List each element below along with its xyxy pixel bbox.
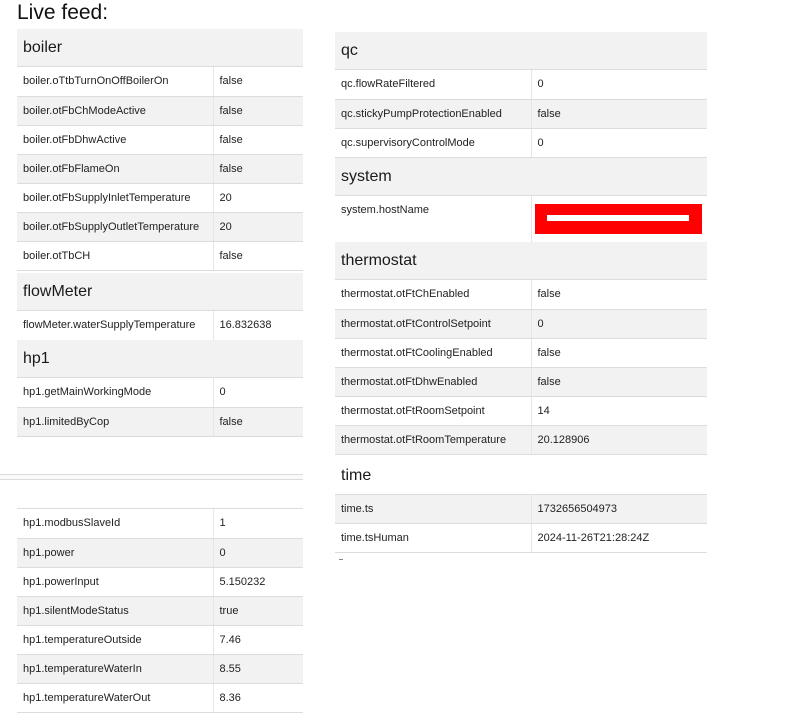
table-row [335,309,707,338]
row-key: qc.flowRateFiltered [335,70,531,99]
table-row [17,241,303,270]
row-value: false [531,338,707,367]
table-row [17,125,303,154]
row-key: thermostat.otFtDhwEnabled [335,367,531,396]
hp1-table-continued [17,509,303,713]
row-key: qc.supervisoryControlMode [335,128,531,157]
table-row [335,280,707,309]
row-key: thermostat.otFtControlSetpoint [335,309,531,338]
row-key: hp1.temperatureOutside [17,625,213,654]
row-value: false [531,99,707,128]
table-row [335,128,707,157]
section-title-boiler [17,29,303,67]
table-row [17,596,303,625]
table-row [17,311,303,340]
row-value: 7.46 [213,625,303,654]
row-value: 16.832638 [213,311,303,340]
row-value: 20 [213,183,303,212]
row-value: true [213,596,303,625]
table-row [17,183,303,212]
row-key: flowMeter.waterSupplyTemperature [17,311,213,340]
table-row [17,683,303,712]
section-title-flowmeter [17,273,303,311]
table-row [335,495,707,524]
row-value: 0 [531,70,707,99]
row-value: 1 [213,509,303,538]
table-row [17,407,303,436]
row-value: false [213,407,303,436]
row-key: qc.stickyPumpProtectionEnabled [335,99,531,128]
table-row [335,524,707,553]
row-value: 1732656504973 [531,495,707,524]
row-key: thermostat.otFtCoolingEnabled [335,338,531,367]
boiler-table [17,67,303,271]
table-row [17,538,303,567]
row-key: hp1.temperatureWaterIn [17,654,213,683]
table-row [335,396,707,425]
table-row [17,625,303,654]
row-key: hp1.limitedByCop [17,407,213,436]
row-value: 8.55 [213,654,303,683]
row-value: 5.150232 [213,567,303,596]
thermostat-table [335,280,707,455]
table-row [17,378,303,407]
row-value: 0 [531,128,707,157]
row-value: false [213,67,303,96]
row-key: thermostat.otFtChEnabled [335,280,531,309]
row-key: hp1.temperatureWaterOut [17,683,213,712]
table-row [17,96,303,125]
row-key: time.ts [335,495,531,524]
section-title-text: hp1 [23,349,50,367]
row-value: 0 [213,378,303,407]
row-value: 20.128906 [531,425,707,454]
section-title-thermostat [335,242,707,280]
table-row [335,70,707,99]
section-title-hp1 [17,340,303,378]
row-key: hp1.powerInput [17,567,213,596]
row-value: 8.36 [213,683,303,712]
section-title-qc [335,32,707,70]
row-key: boiler.oTtbTurnOnOffBoilerOn [17,67,213,96]
row-value: 2024-11-26T21:28:24Z [531,524,707,553]
table-row [17,67,303,96]
redaction-bar [547,215,689,221]
row-value: false [531,367,707,396]
section-title-text: flowMeter [23,282,93,300]
row-key: time.tsHuman [335,524,531,553]
section-title-text: time [341,466,372,484]
row-value: false [531,280,707,309]
table-row [17,212,303,241]
row-value: false [213,241,303,270]
row-key: hp1.power [17,538,213,567]
time-table [335,494,707,553]
scroll-marker [339,559,343,560]
section-title-text: qc [341,41,358,59]
row-value: false [213,96,303,125]
row-key: hp1.getMainWorkingMode [17,378,213,407]
table-row [17,654,303,683]
table-row [17,567,303,596]
row-key: hp1.modbusSlaveId [17,509,213,538]
row-value: 14 [531,396,707,425]
table-row [17,154,303,183]
page-break-divider [0,474,303,480]
row-key: thermostat.otFtRoomTemperature [335,425,531,454]
section-title-system [335,158,707,196]
section-title-text: system [341,167,392,185]
flowmeter-table [17,311,303,341]
section-title-time [335,457,707,494]
row-key: hp1.silentModeStatus [17,596,213,625]
table-row [335,425,707,454]
row-key: system.hostName [335,196,531,242]
table-row [335,99,707,128]
table-row [17,509,303,538]
row-value: 20 [213,212,303,241]
page-title: Live feed: [17,1,109,24]
table-row [335,338,707,367]
row-key: boiler.otFbFlameOn [17,154,213,183]
row-value: 0 [213,538,303,567]
qc-table [335,70,707,158]
row-key: boiler.otTbCH [17,241,213,270]
row-key: boiler.otFbSupplyOutletTemperature [17,212,213,241]
table-row [335,367,707,396]
hp1-table [17,378,303,437]
row-key: boiler.otFbSupplyInletTemperature [17,183,213,212]
section-title-text: boiler [23,38,63,56]
section-title-text: thermostat [341,251,417,269]
redaction-block [535,204,702,234]
row-key: boiler.otFbChModeActive [17,96,213,125]
row-value: 0 [531,309,707,338]
row-value: false [213,154,303,183]
row-value: false [213,125,303,154]
row-key: boiler.otFbDhwActive [17,125,213,154]
row-key: thermostat.otFtRoomSetpoint [335,396,531,425]
